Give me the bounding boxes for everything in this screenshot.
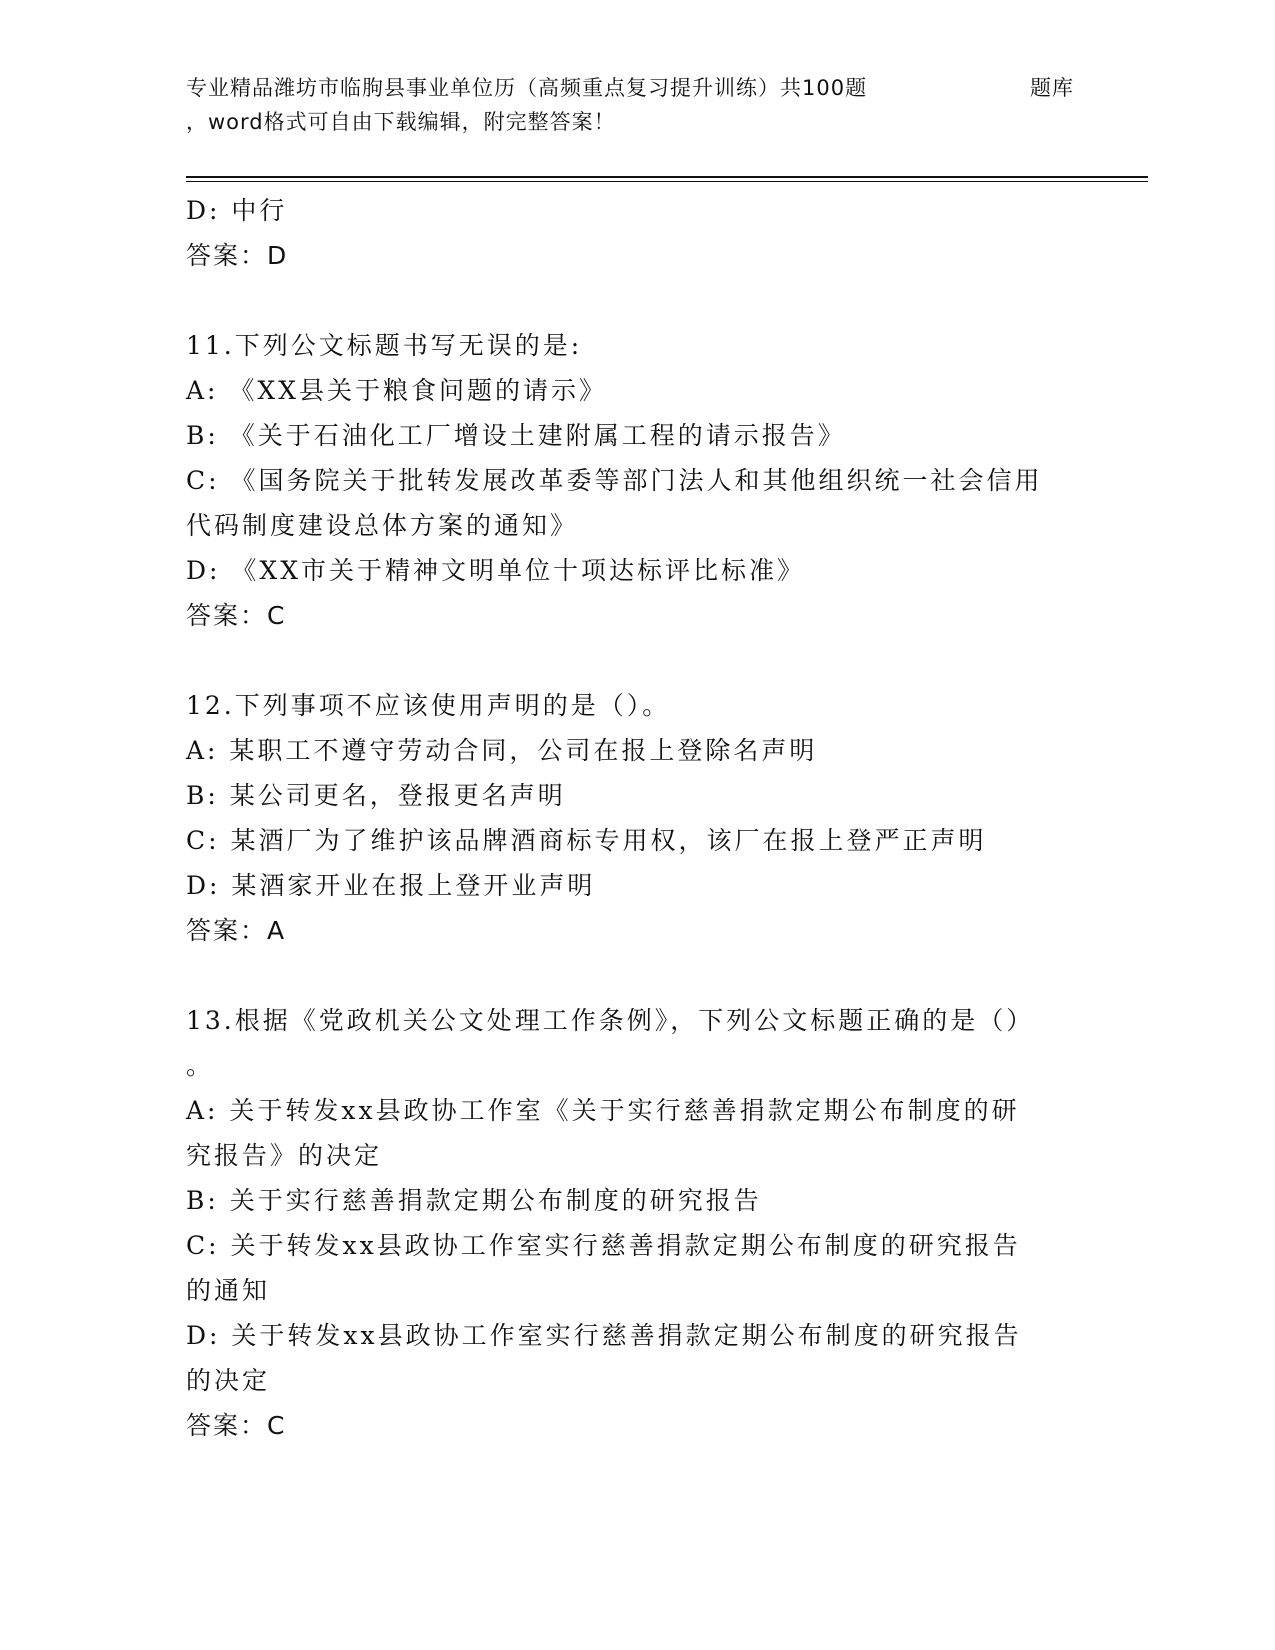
answer-line: 答案：A <box>186 916 287 945</box>
question-stem: 11.下列公文标题书写无误的是: <box>186 331 583 360</box>
option-a: A: 关于转发xx县政协工作室《关于实行慈善捐款定期公布制度的研 <box>186 1096 1020 1125</box>
option-a: A: 《XX县关于粮食问题的请示》 <box>186 376 608 405</box>
question-stem-continued: 。 <box>186 1051 215 1080</box>
spacer <box>186 953 1086 998</box>
question-stem: 12.下列事项不应该使用声明的是（）。 <box>186 691 671 720</box>
option-c-continued: 代码制度建设总体方案的通知》 <box>186 511 579 540</box>
header-subtitle: ，word格式可自由下载编辑，附完整答案！ <box>186 110 616 134</box>
option-d: D: 某酒家开业在报上登开业声明 <box>186 871 596 900</box>
option-d-continued: 的决定 <box>186 1366 271 1395</box>
option-c: C: 某酒厂为了维护该品牌酒商标专用权，该厂在报上登严正声明 <box>186 826 987 855</box>
question-block-prev <box>186 188 1086 278</box>
option-c-continued: 的通知 <box>186 1276 271 1305</box>
option-d: D: 《XX市关于精神文明单位十项达标评比标准》 <box>186 556 806 585</box>
answer-line: 答案：C <box>186 601 287 630</box>
header-rule-thin <box>186 181 1148 182</box>
option-b: B: 关于实行慈善捐款定期公布制度的研究报告 <box>186 1186 762 1215</box>
question-content <box>186 188 1086 1448</box>
option-a: A: 某职工不遵守劳动合同，公司在报上登除名声明 <box>186 736 818 765</box>
header-rule-thick <box>186 176 1148 178</box>
answer-line: 答案：D <box>186 241 289 270</box>
answer-line: 答案：C <box>186 1411 287 1440</box>
question-stem: 13.根据《党政机关公文处理工作条例》，下列公文标题正确的是（） <box>186 1006 1035 1035</box>
question-block-11 <box>186 323 1086 638</box>
option-c: C: 《国务院关于批转发展改革委等部门法人和其他组织统一社会信用 <box>186 466 1043 495</box>
option-c: C: 关于转发xx县政协工作室实行慈善捐款定期公布制度的研究报告 <box>186 1231 1021 1260</box>
spacer <box>186 278 1086 323</box>
option-d: D: 关于转发xx县政协工作室实行慈善捐款定期公布制度的研究报告 <box>186 1321 1022 1350</box>
page-header <box>186 72 1146 182</box>
option-b: B: 某公司更名，登报更名声明 <box>186 781 566 810</box>
header-tag: 题库 <box>1030 76 1074 100</box>
question-block-12 <box>186 683 1086 953</box>
spacer <box>186 638 1086 683</box>
option-a-continued: 究报告》的决定 <box>186 1141 383 1170</box>
question-block-13 <box>186 998 1086 1448</box>
option-d: D: 中行 <box>186 196 288 225</box>
header-title: 专业精品潍坊市临朐县事业单位历（高频重点复习提升训练）共100题 <box>186 76 868 100</box>
option-b: B: 《关于石油化工厂增设土建附属工程的请示报告》 <box>186 421 846 450</box>
